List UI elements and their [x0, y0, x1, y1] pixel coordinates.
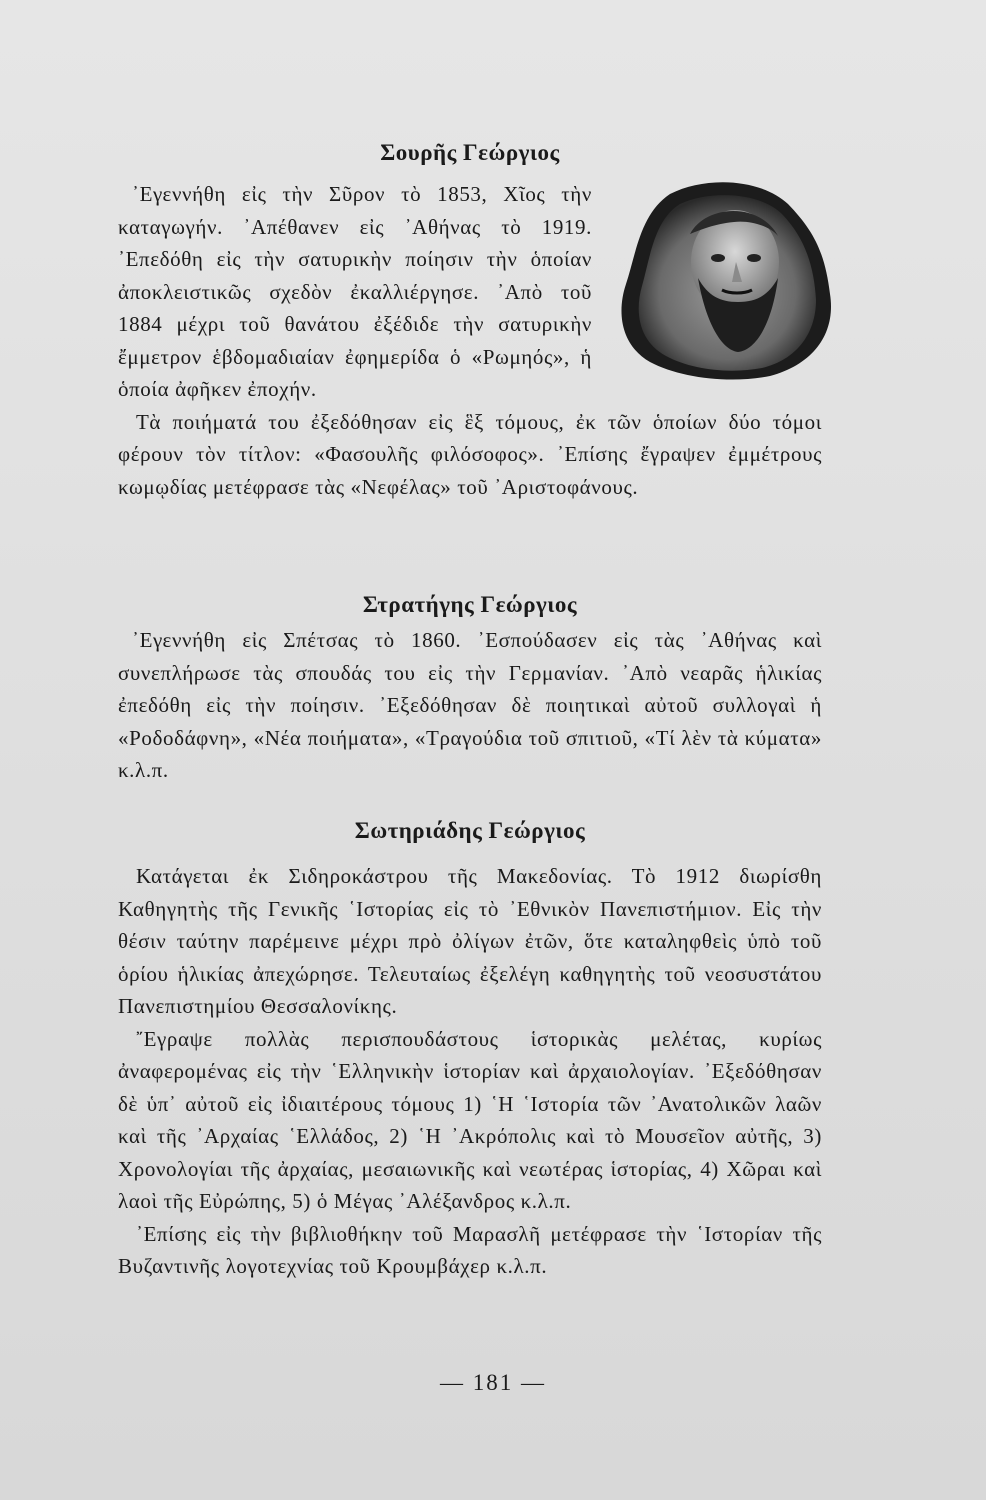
portrait-photo — [610, 174, 840, 382]
portrait-image — [610, 174, 840, 382]
entry-title: Σουρῆς Γεώργιος — [380, 140, 560, 165]
entry-sotiriadis — [118, 818, 822, 1283]
paragraph: Κατάγεται ἐκ Σιδηροκάστρου τῆς Μακεδονίας. Τὸ 1912 διωρίσθη Καθηγητὴς τῆς Γενικῆς ῾Ιστορίας εἰς τὸ ᾿Εθνικὸν Πανεπιστήμιον. Εἰς τὴν θέσιν ταύτην παρέμεινε μέχρι πρὸ ὀλίγων ἐτῶν, ὅτε καταληφθεὶς ὑπὸ τοῦ ὁρίου ἡλικίας ἀπεχώρησε. Τελευταίως ἐξελέγη καθηγητὴς τοῦ νεοσυστάτου Πανεπιστημίου Θεσσαλονίκης. — [118, 864, 822, 1018]
paragraph: ᾿Επίσης εἰς τὴν βιβλιοθήκην τοῦ Μαρασλῆ μετέφρασε τὴν ῾Ιστορίαν τῆς Βυζαντινῆς λογοτεχνίας τοῦ Κρουμβάχερ κ.λ.π. — [118, 1221, 822, 1278]
paragraph: ῎Εγραψε πολλὰς περισπουδάστους ἱστορικὰς μελέτας, κυρίως ἀναφερομένας εἰς τὴν ῾Ελληνικὴν ἱστορίαν καὶ ἀρχαιολογίαν. ᾿Εξεδόθησαν δὲ ὑπ᾿ αὐτοῦ εἰς ἰδιαιτέρους τόμους 1) ῾Η ῾Ιστορία τῶν ᾿Ανατολικῶν λαῶν καὶ τῆς ᾿Αρχαίας ῾Ελλάδος, 2) ῾Η ᾿Ακρόπολις καὶ τὸ Μουσεῖον αὐτῆς, 3) Χρονολογίαι τῆς ἀρχαίας, μεσαιωνικῆς καὶ νεωτέρας ἱστορίας, 4) Χῶραι καὶ λαοὶ τῆς Εὐρώπης, 5) ὁ Μέγας ᾿Αλέξανδρος κ.λ.π. — [118, 1026, 822, 1213]
paragraph: Τὰ ποιήματά του ἐξεδόθησαν εἰς ἓξ τόμους, ἐκ τῶν ὁποίων δύο τόμοι φέρουν τὸν τίτλον: «Φασουλῆς φιλόσοφος». ᾿Επίσης ἔγραψεν ἐμμέτρους κωμῳδίας μετέφρασε τὰς «Νεφέλας» τοῦ ᾿Αριστοφάνους. — [118, 409, 822, 499]
entry-title: Σωτηριάδης Γεώργιος — [354, 818, 586, 843]
paragraph: ᾿Εγεννήθη εἰς τὴν Σῦρον τὸ 1853, Χῖος τὴν καταγωγήν. ᾿Απέθανεν εἰς ᾿Αθήνας τὸ 1919. ᾿Επεδόθη εἰς τὴν σατυρικὴν ποίησιν τὴν ὁποίαν ἀποκλειστικῶς σχεδὸν ἐκαλλιέργησε. ᾿Απὸ τοῦ 1884 μέχρι τοῦ θανάτου ἐξέδιδε τὴν σατυρικὴν ἔμμετρον ἑβδομαδιαίαν ἐφημερίδα ὁ «Ρωμηός», ἡ ὁποία ἀφῆκεν ἐποχήν. — [118, 182, 592, 401]
entry-stratigis — [118, 592, 822, 787]
page-number: — 181 — — [440, 1370, 546, 1395]
entry-title: Στρατήγης Γεώργιος — [362, 592, 578, 617]
entry-body — [118, 178, 822, 503]
paragraph: ᾿Εγεννήθη εἰς Σπέτσας τὸ 1860. ᾿Εσπούδασεν εἰς τὰς ᾿Αθήνας καὶ συνεπλήρωσε τὰς σπουδάς του εἰς τὴν Γερμανίαν. ᾿Απὸ νεαρᾶς ἡλικίας ἐπεδόθη εἰς τὴν ποίησιν. ᾿Εξεδόθησαν δὲ ποιητικαὶ αὐτοῦ συλλογαὶ ἡ «Ροδοδάφνη», «Νέα ποιήματα», «Τραγούδια τοῦ σπιτιοῦ, «Τί λὲν τὰ κύματα» κ.λ.π. — [118, 628, 822, 782]
